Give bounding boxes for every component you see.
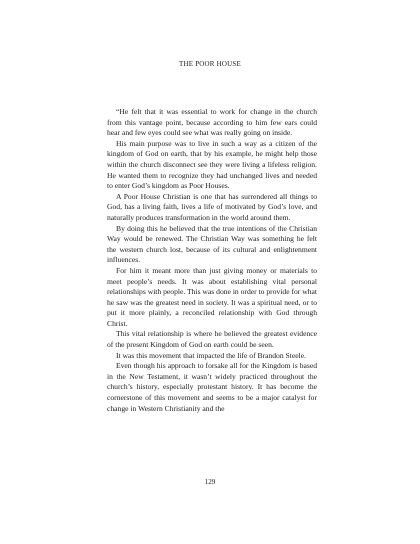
page-number: 129	[204, 478, 216, 486]
paragraph: Even though his approach to forsake all for the Kingdom is based in the New Testament, it wasn’t widely practiced throughout the church’s history, especially protestant history. It has become the cornerstone of this movement and seems to be a major catalyst for change in Western Christianity and the	[107, 361, 317, 413]
paragraph: “He felt that it was essential to work for change in the church from this vantage point, because according to him few ears could hear and few eyes could see what was really going on inside.	[107, 107, 317, 138]
paragraph: By doing this he believed that the true intentions of the Christian Way would be renewed. The Christian Way was something he felt the western church lost, because of its cultural and enlightenment influences.	[107, 223, 317, 265]
paragraph: His main purpose was to live in such a way as a citizen of the kingdom of God on earth, that by his example, he might help those within the church disconnect see they were living a lifeless religion. He wanted them to recognize they had unchanged lives and needed to enter God’s kingdom as Poor Houses.	[107, 138, 317, 191]
paragraph: For him it meant more than just giving money or materials to meet people’s needs. It was about establishing vital personal relationships with people. This was done in order to provide for what he saw was the greatest need in society. It was a spiritual need, or to put it more plainly, a reconciled relationship with God through Christ.	[107, 265, 317, 328]
paragraph: A Poor House Christian is one that has surrendered all things to God, has a living faith, lives a life of motivated by God’s love, and naturally produces transformation in the world around them.	[107, 191, 317, 222]
paragraph: This vital relationship is where he believed the greatest evidence of the present Kingdom of God on earth could be seen.	[107, 329, 317, 350]
paragraph: It was this movement that impacted the life of Brandon Steele.	[116, 350, 307, 360]
body-text	[107, 107, 317, 414]
running-head: THE POOR HOUSE	[179, 60, 241, 68]
